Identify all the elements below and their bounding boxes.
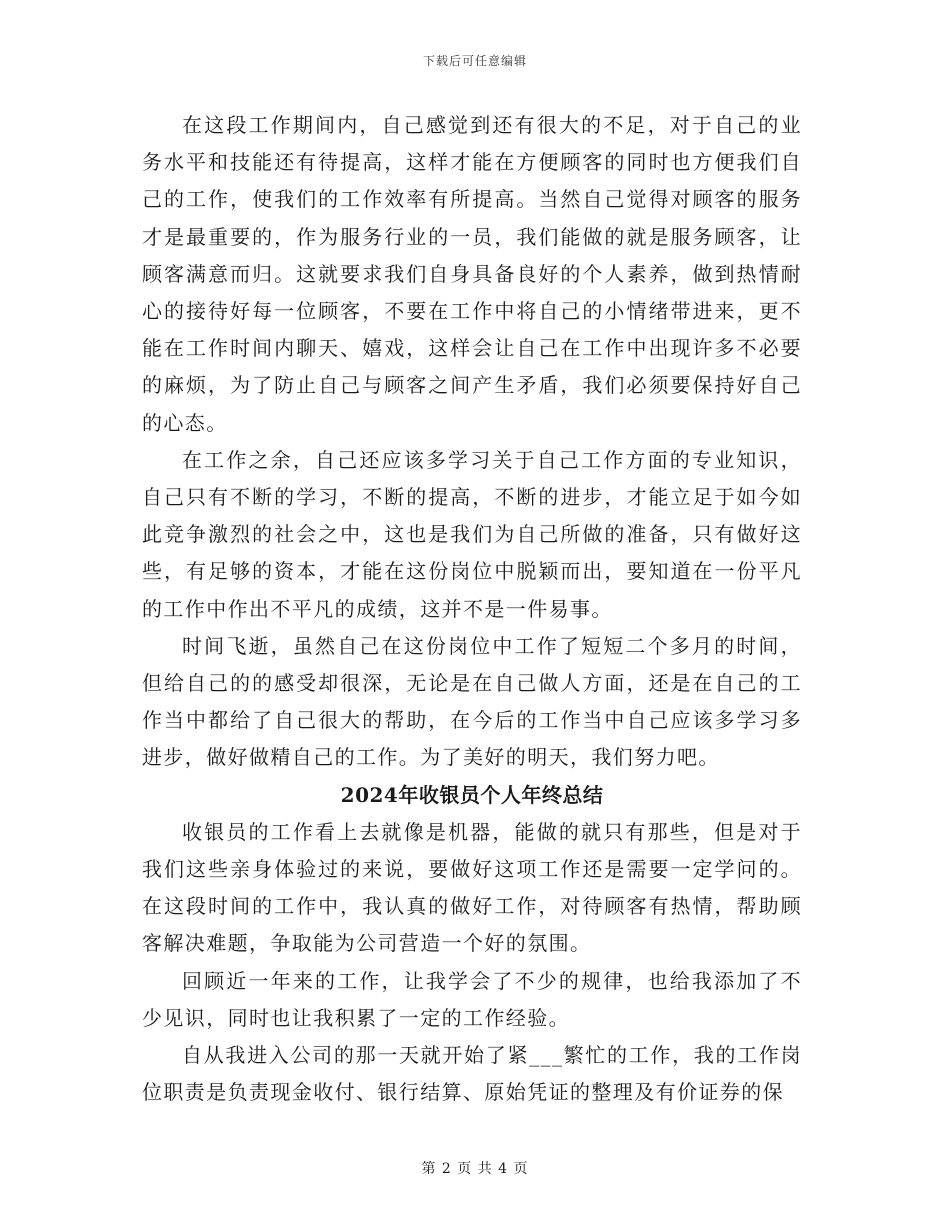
page-number: 第 2 页 共 4 页 xyxy=(421,1161,529,1177)
paragraph: 回顾近一年来的工作，让我学会了不少的规律，也给我添加了不少见识，同时也让我积累了一定的工作经验。 xyxy=(142,968,802,1030)
section-title: 2024年收银员个人年终总结 xyxy=(340,782,604,807)
paragraph: 自从我进入公司的那一天就开始了紧___繁忙的工作，我的工作岗位职责是负责现金收付、银行结算、原始凭证的整理及有价证券的保 xyxy=(142,1043,802,1105)
paragraph: 收银员的工作看上去就像是机器，能做的就只有那些，但是对于我们这些亲身体验过的来说，要做好这项工作还是需要一定学问的。在这段时间的工作中，我认真的做好工作，对待顾客有热情，帮助顾客解决难题，争取能为公司营造一个好的氛围。 xyxy=(142,819,802,956)
paragraph: 在这段工作期间内，自己感觉到还有很大的不足，对于自己的业务水平和技能还有待提高，这样才能在方便顾客的同时也方便我们自己的工作，使我们的工作效率有所提高。当然自己觉得对顾客的服务才是最重要的，作为服务行业的一员，我们能做的就是服务顾客，让顾客满意而归。这就要求我们自身具备良好的个人素养，做到热情耐心的接待好每一位顾客，不要在工作中将自己的小情绪带进来，更不能在工作时间内聊天、嬉戏，这样会让自己在工作中出现许多不必要的麻烦，为了防止自己与顾客之间产生矛盾，我们必须要保持好自己的心态。 xyxy=(142,113,802,435)
paragraph: 时间飞逝，虽然自己在这份岗位中工作了短短二个多月的时间，但给自己的的感受却很深，无论是在自己做人方面，还是在自己的工作当中都给了自己很大的帮助，在今后的工作当中自己应该多学习多进步，做好做精自己的工作。为了美好的明天，我们努力吧。 xyxy=(142,633,802,770)
document-body xyxy=(142,107,802,1111)
header-note: 下载后可任意编辑 xyxy=(422,54,527,68)
paragraph: 在工作之余，自己还应该多学习关于自己工作方面的专业知识，自己只有不断的学习，不断的提高，不断的进步，才能立足于如今如此竞争激烈的社会之中，这也是我们为自己所做的准备，只有做好这些，有足够的资本，才能在这份岗位中脱颖而出，要知道在一份平凡的工作中作出不平凡的成绩，这并不是一件易事。 xyxy=(142,447,802,621)
